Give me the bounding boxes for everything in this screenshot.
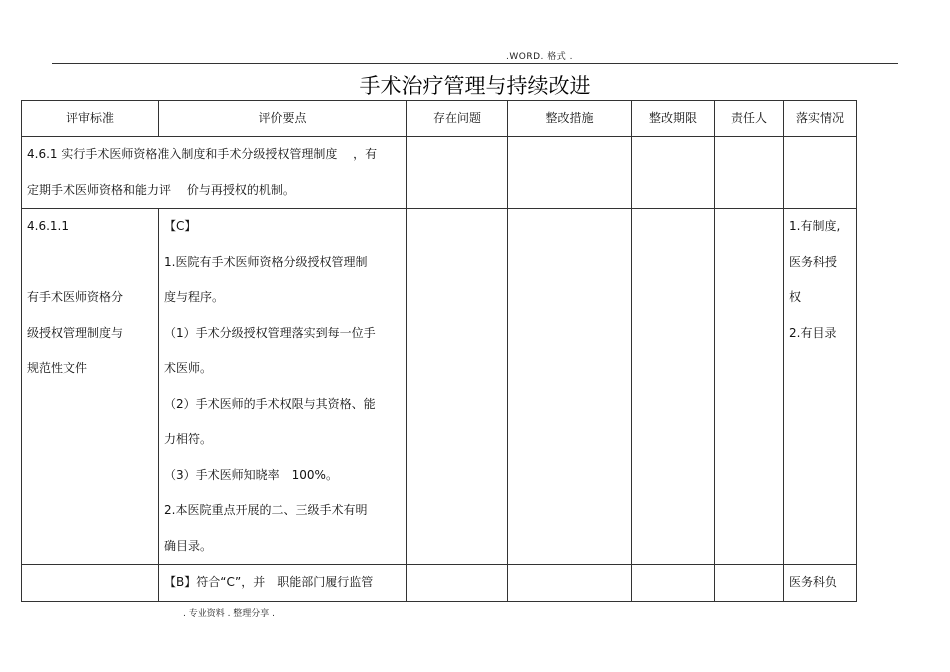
standard-4-6-1-cell [22,137,407,209]
col-header-measures: 整改措施 [508,101,632,137]
col-header-status: 落实情况 [784,101,857,137]
points-line: 术医师。 [164,361,213,375]
status-cell [784,137,857,209]
status-line: 权 [789,290,802,304]
points-line: （3）手术医师知晓率 100%。 [164,467,338,482]
status-line: 医务科负 [789,575,838,589]
evaluation-points-cell [159,209,407,565]
deadline-cell [632,137,715,209]
standard-4-6-1-1-cell [22,209,159,565]
owner-cell [715,565,784,602]
issues-cell [407,565,508,602]
issues-cell [407,137,508,209]
table-row [22,565,857,602]
col-header-deadline: 整改期限 [632,101,715,137]
issues-cell [407,209,508,565]
points-line: （2）手术医师的手术权限与其资格、能 [164,396,376,411]
standard-cell [22,565,159,602]
header-note: .WORD. 格式 . [506,52,573,62]
standard-4-6-1-line-1: 4.6.1 实行手术医师资格准入制度和手术分级授权管理制度 ，有 [27,147,378,161]
evaluation-table [21,100,857,602]
col-header-standard: 评审标准 [22,101,159,137]
status-line: 2.有目录 [789,325,837,340]
table-row [22,137,857,209]
points-line: 1.医院有手术医师资格分级授权管理制 [164,254,368,269]
deadline-cell [632,209,715,565]
deadline-cell [632,565,715,602]
points-line: 2.本医院重点开展的二、三级手术有明 [164,503,368,517]
standard-4-6-1-line-2: 定期手术医师资格和能力评 价与再授权的机制。 [27,182,295,197]
status-line: 1.有制度, [789,219,841,233]
col-header-points: 评价要点 [159,101,407,137]
owner-cell [715,137,784,209]
standard-line: 有手术医师资格分 [27,290,124,304]
standard-line: 级授权管理制度与 [27,325,124,340]
status-cell [784,565,857,602]
evaluation-points-cell [159,565,407,602]
measures-cell [508,565,632,602]
col-header-issues: 存在问题 [407,101,508,137]
header-rule [52,63,898,64]
status-line: 医务科授 [789,254,838,269]
points-line: 【B】符合“C”，并 职能部门履行监管 [164,575,374,589]
table-header-row [22,101,857,137]
measures-cell [508,137,632,209]
owner-cell [715,209,784,565]
col-header-owner: 责任人 [715,101,784,137]
points-line: （1）手术分级授权管理落实到每一位手 [164,325,376,340]
table-row [22,209,857,565]
points-line: 力相符。 [164,432,213,446]
footer-note: . 专业资料 . 整理分享 . [183,609,276,619]
points-line: 确目录。 [164,538,213,553]
standard-code: 4.6.1.1 [27,219,69,233]
page-title: 手术治疗管理与持续改进 [359,74,591,98]
standard-line: 规范性文件 [27,361,88,375]
points-line: 度与程序。 [164,290,225,304]
points-line: 【C】 [164,219,197,233]
status-cell [784,209,857,565]
measures-cell [508,209,632,565]
